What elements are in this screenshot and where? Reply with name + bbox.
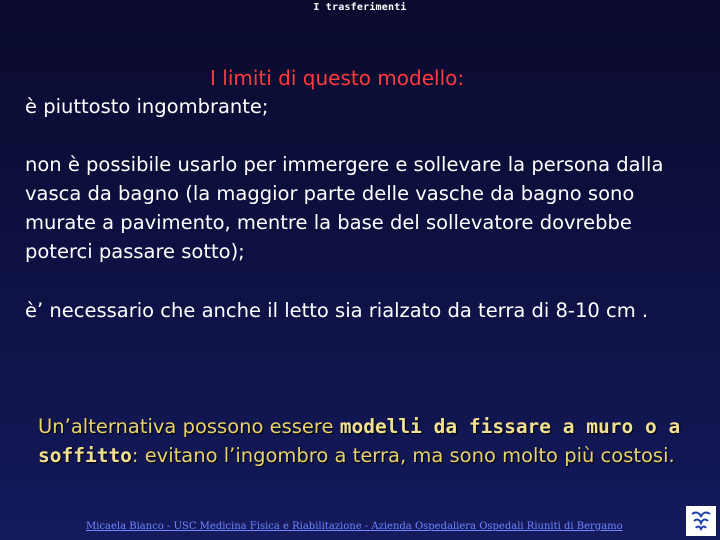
alternative-emphasis: modelli da fissare a muro o a soffitto — [38, 415, 681, 467]
hospital-logo-icon — [686, 506, 716, 536]
header-title: I trasferimenti — [313, 2, 407, 13]
slide-title: I limiti di questo modello: — [210, 66, 465, 90]
point-letto: è’ necessario che anche il letto sia rialzato da terra di 8-10 cm . — [25, 299, 649, 322]
alternative-paragraph — [38, 412, 698, 470]
point-ingombro: è piuttosto ingombrante; — [25, 95, 269, 118]
footer-credit-link[interactable]: Micaela Bianco - USC Medicina Fisica e Riabilitazione - Azienda Ospedaliera Ospedali Riuniti di Bergamo — [86, 521, 623, 532]
point-vasca: non è possibile usarlo per immergere e sollevare la persona dalla vasca da bagno (la maggior parte delle vasche da bagno sono murate a pavimento, mentre la base del sollevatore dovrebbe poterci passare sotto); — [25, 153, 664, 263]
alternative-intro: Un’alternativa possono essere — [38, 415, 340, 438]
alternative-outro: : evitano l’ingombro a terra, ma sono molto più costosi. — [131, 444, 675, 467]
